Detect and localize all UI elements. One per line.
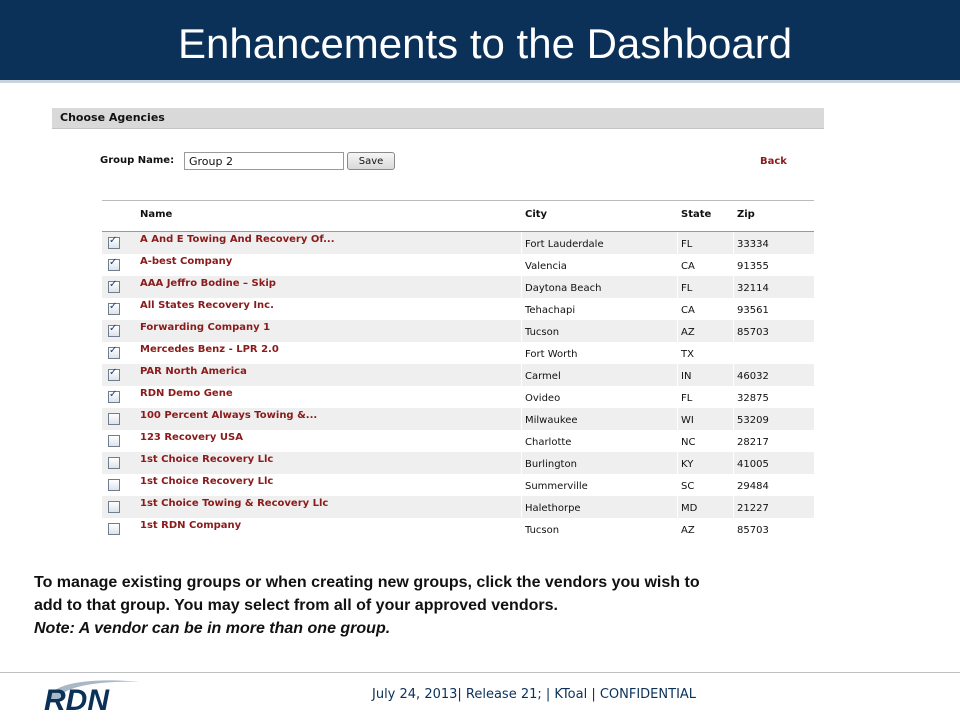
column-separator <box>677 232 678 254</box>
column-separator <box>733 408 734 430</box>
agency-state: TX <box>681 349 694 360</box>
checkbox-checked[interactable] <box>108 259 120 271</box>
column-separator <box>521 430 522 452</box>
column-separator <box>677 254 678 276</box>
column-separator <box>677 408 678 430</box>
agency-city: Charlotte <box>525 437 572 448</box>
back-link[interactable]: Back <box>760 156 787 167</box>
panel-heading-bar <box>52 108 824 129</box>
column-separator <box>521 254 522 276</box>
agency-zip: 41005 <box>737 459 769 470</box>
column-separator <box>733 430 734 452</box>
footer-text: July 24, 2013| Release 21; | KToal | CONFIDENTIAL <box>372 687 697 702</box>
slide-header <box>0 0 960 80</box>
instructions-text <box>34 571 934 640</box>
column-separator <box>521 298 522 320</box>
column-separator <box>733 298 734 320</box>
rdn-logo-text: RDN <box>44 684 109 716</box>
column-separator <box>677 386 678 408</box>
column-separator <box>733 518 734 540</box>
agency-zip: 33334 <box>737 239 769 250</box>
column-separator <box>521 232 522 254</box>
agency-city: Fort Worth <box>525 349 578 360</box>
column-header-name[interactable]: Name <box>140 209 173 220</box>
table-row[interactable] <box>102 452 814 474</box>
column-separator <box>677 320 678 342</box>
agency-city: Milwaukee <box>525 415 578 426</box>
agency-state: FL <box>681 393 693 404</box>
agency-city: Fort Lauderdale <box>525 239 604 250</box>
group-name-label: Group Name: <box>100 155 175 166</box>
column-separator <box>677 496 678 518</box>
checkbox-checked[interactable] <box>108 325 120 337</box>
agencies-table <box>102 200 814 540</box>
checkbox-unchecked[interactable] <box>108 523 120 535</box>
panel-heading: Choose Agencies <box>60 111 165 124</box>
column-separator <box>733 254 734 276</box>
agency-city: Tucson <box>525 525 560 536</box>
table-body <box>102 232 814 540</box>
column-separator <box>733 276 734 298</box>
column-separator <box>733 342 734 364</box>
agency-name-link[interactable]: 1st Choice Recovery Llc <box>140 454 274 465</box>
agency-zip: 21227 <box>737 503 769 514</box>
agency-name-link[interactable]: All States Recovery Inc. <box>140 300 274 311</box>
agency-state: CA <box>681 305 695 316</box>
agency-name-link[interactable]: 1st RDN Company <box>140 520 242 531</box>
table-row[interactable] <box>102 364 814 386</box>
agency-name-link[interactable]: 123 Recovery USA <box>140 432 243 443</box>
agency-zip: 53209 <box>737 415 769 426</box>
agency-name-link[interactable]: Mercedes Benz - LPR 2.0 <box>140 344 279 355</box>
agency-city: Carmel <box>525 371 561 382</box>
slide-title: Enhancements to the Dashboard <box>178 20 793 67</box>
column-separator <box>677 342 678 364</box>
instructions-note: Note: A vendor can be in more than one group. <box>34 620 391 637</box>
agency-state: FL <box>681 239 693 250</box>
column-separator <box>677 430 678 452</box>
column-separator <box>677 452 678 474</box>
agency-zip: 85703 <box>737 327 769 338</box>
save-button[interactable]: Save <box>347 152 395 170</box>
column-separator <box>677 276 678 298</box>
agency-state: IN <box>681 371 692 382</box>
agency-state: CA <box>681 261 695 272</box>
agency-name-link[interactable]: Forwarding Company 1 <box>140 322 271 333</box>
instructions-line-2: add to that group. You may select from all of your approved vendors. <box>34 597 558 614</box>
checkbox-checked[interactable] <box>108 391 120 403</box>
agency-state: SC <box>681 481 695 492</box>
column-separator <box>521 320 522 342</box>
agency-state: MD <box>681 503 698 514</box>
rdn-logo-mark <box>36 676 156 716</box>
table-row[interactable] <box>102 276 814 298</box>
rdn-logo <box>36 676 156 721</box>
instructions-line-1: To manage existing groups or when creating new groups, click the vendors you wish to <box>34 574 700 591</box>
agency-city: Ovideo <box>525 393 561 404</box>
column-separator <box>733 364 734 386</box>
checkbox-checked[interactable] <box>108 281 120 293</box>
agency-zip: 32875 <box>737 393 769 404</box>
agency-zip: 29484 <box>737 481 769 492</box>
agency-city: Tehachapi <box>525 305 576 316</box>
column-separator <box>521 364 522 386</box>
agency-state: NC <box>681 437 696 448</box>
agency-name-link[interactable]: 100 Percent Always Towing &... <box>140 410 318 421</box>
agency-state: KY <box>681 459 694 470</box>
column-separator <box>677 518 678 540</box>
column-separator <box>733 386 734 408</box>
column-separator <box>521 474 522 496</box>
agency-city: Tucson <box>525 327 560 338</box>
column-header-zip[interactable]: Zip <box>737 209 755 220</box>
agency-city: Summerville <box>525 481 588 492</box>
checkbox-checked[interactable] <box>108 303 120 315</box>
agency-city: Burlington <box>525 459 577 470</box>
agency-name-link[interactable]: 1st Choice Recovery Llc <box>140 476 274 487</box>
column-separator <box>733 452 734 474</box>
column-separator <box>733 320 734 342</box>
table-row[interactable] <box>102 408 814 430</box>
footer-divider <box>0 672 960 673</box>
column-header-city[interactable]: City <box>525 209 548 220</box>
agency-state: AZ <box>681 327 695 338</box>
column-separator <box>521 342 522 364</box>
agency-name-link[interactable]: RDN Demo Gene <box>140 388 233 399</box>
agency-zip: 85703 <box>737 525 769 536</box>
column-separator <box>521 386 522 408</box>
table-row[interactable] <box>102 386 814 408</box>
agency-name-link[interactable]: AAA Jeffro Bodine – Skip <box>140 278 276 289</box>
table-row[interactable] <box>102 518 814 540</box>
column-separator <box>677 474 678 496</box>
agency-city: Daytona Beach <box>525 283 602 294</box>
agency-name-link[interactable]: A And E Towing And Recovery Of... <box>140 234 335 245</box>
table-row[interactable] <box>102 474 814 496</box>
table-header <box>102 200 814 232</box>
checkbox-checked[interactable] <box>108 237 120 249</box>
checkbox-unchecked[interactable] <box>108 501 120 513</box>
agency-name-link[interactable]: PAR North America <box>140 366 247 377</box>
agency-state: WI <box>681 415 694 426</box>
agency-name-link[interactable]: A-best Company <box>140 256 233 267</box>
checkbox-checked[interactable] <box>108 369 120 381</box>
checkbox-unchecked[interactable] <box>108 479 120 491</box>
agency-city: Valencia <box>525 261 567 272</box>
agency-zip: 91355 <box>737 261 769 272</box>
agency-zip: 28217 <box>737 437 769 448</box>
column-separator <box>521 452 522 474</box>
table-row[interactable] <box>102 496 814 518</box>
group-name-input[interactable] <box>184 152 344 170</box>
agency-state: FL <box>681 283 693 294</box>
agency-city: Halethorpe <box>525 503 581 514</box>
column-separator <box>733 474 734 496</box>
checkbox-unchecked[interactable] <box>108 435 120 447</box>
table-row[interactable] <box>102 232 814 254</box>
agency-state: AZ <box>681 525 695 536</box>
header-divider <box>0 80 960 83</box>
agency-zip: 32114 <box>737 283 769 294</box>
agency-zip: 46032 <box>737 371 769 382</box>
table-row[interactable] <box>102 320 814 342</box>
agency-name-link[interactable]: 1st Choice Towing & Recovery Llc <box>140 498 329 509</box>
table-row[interactable] <box>102 254 814 276</box>
column-separator <box>733 496 734 518</box>
checkbox-unchecked[interactable] <box>108 457 120 469</box>
choose-agencies-panel <box>52 108 824 545</box>
column-separator <box>733 232 734 254</box>
column-separator <box>521 496 522 518</box>
table-row[interactable] <box>102 342 814 364</box>
column-separator <box>521 276 522 298</box>
column-separator <box>677 364 678 386</box>
agency-zip: 93561 <box>737 305 769 316</box>
column-header-state[interactable]: State <box>681 209 712 220</box>
column-separator <box>677 298 678 320</box>
checkbox-checked[interactable] <box>108 347 120 359</box>
column-separator <box>521 518 522 540</box>
table-row[interactable] <box>102 430 814 452</box>
column-separator <box>521 408 522 430</box>
checkbox-unchecked[interactable] <box>108 413 120 425</box>
table-row[interactable] <box>102 298 814 320</box>
